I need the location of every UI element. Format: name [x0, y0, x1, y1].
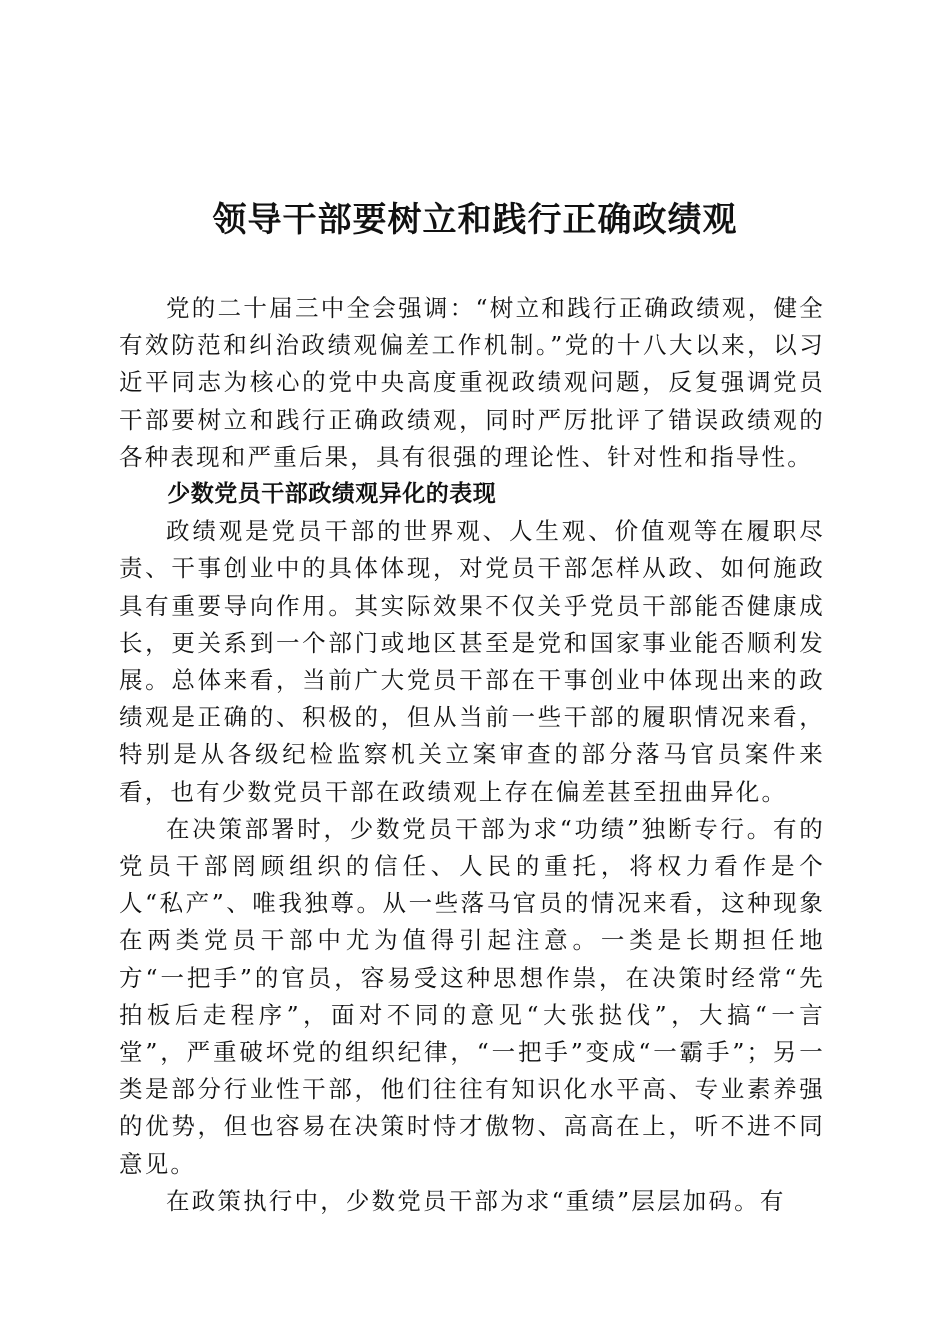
document-title: 领导干部要树立和践行正确政绩观	[212, 200, 738, 240]
paragraph-intro: 党的二十届三中全会强调：“树立和践行正确政绩观，健全有效防范和纠治政绩观偏差工作机制。”党的十八大以来，以习近平同志为核心的党中央高度重视政绩观问题，反复强调党员干部要树立和践行正确政绩观，同时严厉批评了错误政绩观的各种表现和严重后果，具有很强的理论性、针对性和指导性。	[119, 294, 825, 471]
document-body	[119, 290, 825, 1220]
section-heading: 少数党员干部政绩观异化的表现	[167, 481, 497, 508]
paragraph-decision-making: 在决策部署时，少数党员干部为求“功绩”独断专行。有的党员干部罔顾组织的信任、人民的重托，将权力看作是个人“私产”、唯我独尊。从一些落马官员的情况来看，这种现象在两类党员干部中尤为值得引起注意。一类是长期担任地方“一把手”的官员，容易受这种思想作祟，在决策时经常“先拍板后走程序”，面对不同的意见“大张挞伐”，大搞“一言堂”，严重破坏党的组织纪律，“一把手”变成“一霸手”；另一类是部分行业性干部，他们往往有知识化水平高、专业素养强的优势，但也容易在决策时恃才傲物、高高在上，听不进不同意见。	[119, 814, 825, 1178]
paragraph-policy-execution: 在政策执行中，少数党员干部为求“重绩”层层加码。有	[166, 1186, 786, 1215]
paragraph-overview: 政绩观是党员干部的世界观、人生观、价值观等在履职尽责、干事创业中的具体体现，对党员干部怎样从政、如何施政具有重要导向作用。其实际效果不仅关乎党员干部能否健康成长，更关系到一个部门或地区甚至是党和国家事业能否顺利发展。总体来看，当前广大党员干部在干事创业中体现出来的政绩观是正确的、积极的，但从当前一些干部的履职情况来看，特别是从各级纪检监察机关立案审查的部分落马官员案件来看，也有少数党员干部在政绩观上存在偏差甚至扭曲异化。	[119, 517, 825, 806]
